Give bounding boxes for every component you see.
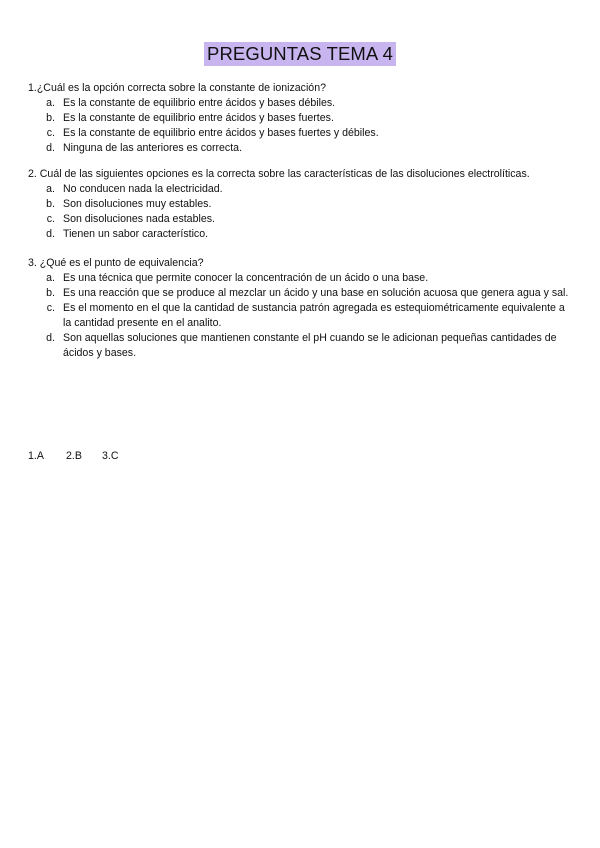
option-letter: d. xyxy=(46,228,55,240)
option-text: Es el momento en el que la cantidad de sustancia patrón agregada es estequiométricamente equivalente a la cantidad presente en el analito. xyxy=(63,302,565,329)
option-text: Son disoluciones muy estables. xyxy=(63,198,212,210)
option-c xyxy=(28,301,573,331)
option-text: Es la constante de equilibrio entre ácidos y bases fuertes. xyxy=(63,112,334,124)
question-2 xyxy=(28,167,573,242)
option-b xyxy=(28,286,573,301)
option-letter: c. xyxy=(46,302,55,314)
option-a xyxy=(28,182,573,197)
answer-2: 2.B xyxy=(66,450,82,462)
options-list xyxy=(28,96,573,156)
option-text: Es una técnica que permite conocer la concentración de un ácido o una base. xyxy=(63,272,429,284)
option-text: No conducen nada la electricidad. xyxy=(63,183,223,195)
option-text: Son disoluciones nada estables. xyxy=(63,213,215,225)
option-d xyxy=(28,141,573,156)
option-text: Tienen un sabor característico. xyxy=(63,228,209,240)
question-text: 2. Cuál de las siguientes opciones es la correcta sobre las características de las disoluciones electrolíticas. xyxy=(28,168,530,180)
option-d xyxy=(28,331,573,361)
option-d xyxy=(28,227,573,242)
option-c xyxy=(28,126,573,141)
option-letter: a. xyxy=(46,97,55,109)
option-text: Ninguna de las anteriores es correcta. xyxy=(63,142,243,154)
option-text: Es la constante de equilibrio entre ácidos y bases fuertes y débiles. xyxy=(63,127,379,139)
question-1 xyxy=(28,81,573,156)
answer-3: 3.C xyxy=(102,450,119,462)
option-text: Es la constante de equilibrio entre ácidos y bases débiles. xyxy=(63,97,336,109)
option-letter: a. xyxy=(46,183,55,195)
option-letter: b. xyxy=(46,198,55,210)
option-a xyxy=(28,96,573,111)
options-list xyxy=(28,271,573,361)
answer-1: 1.A xyxy=(28,450,44,462)
option-letter: b. xyxy=(46,287,55,299)
question-text: 1.¿Cuál es la opción correcta sobre la constante de ionización? xyxy=(28,82,326,94)
options-list xyxy=(28,182,573,242)
option-letter: b. xyxy=(46,112,55,124)
option-b xyxy=(28,111,573,126)
title-container xyxy=(0,42,600,66)
option-a xyxy=(28,271,573,286)
answer-key xyxy=(28,449,119,464)
option-letter: c. xyxy=(46,127,55,139)
option-letter: c. xyxy=(46,213,55,225)
option-c xyxy=(28,212,573,227)
question-text: 3. ¿Qué es el punto de equivalencia? xyxy=(28,257,204,269)
option-b xyxy=(28,197,573,212)
page-title: PREGUNTAS TEMA 4 xyxy=(204,42,396,66)
option-letter: d. xyxy=(46,142,55,154)
question-3 xyxy=(28,256,573,361)
option-letter: d. xyxy=(46,332,55,344)
option-text: Son aquellas soluciones que mantienen constante el pH cuando se le adicionan pequeñas cantidades de ácidos y bases. xyxy=(63,332,557,359)
option-letter: a. xyxy=(46,272,55,284)
option-text: Es una reacción que se produce al mezclar un ácido y una base en solución acuosa que genera agua y sal. xyxy=(63,287,569,299)
